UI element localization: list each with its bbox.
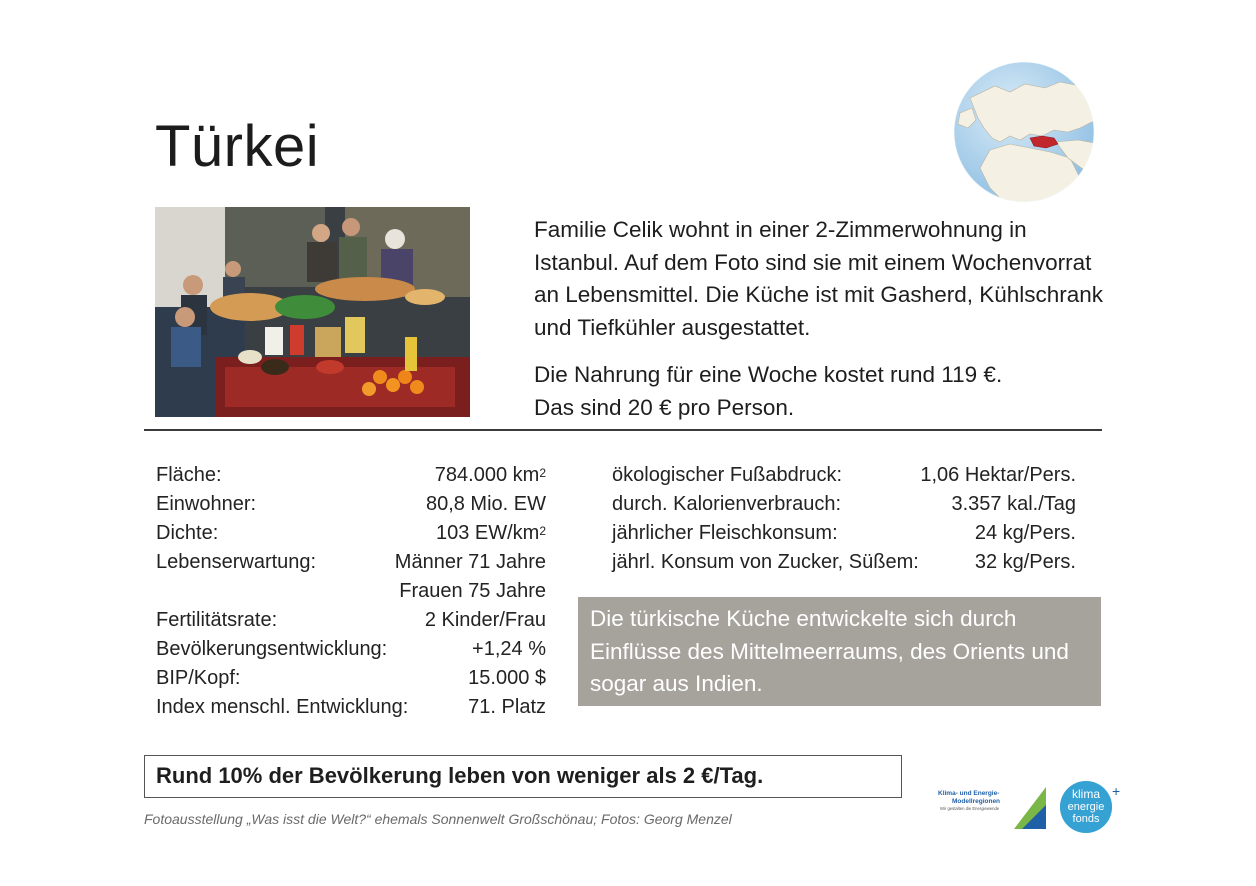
cost-line-2: Das sind 20 € pro Person. (534, 394, 795, 420)
fact-value: Männer 71 Jahre (394, 551, 546, 573)
logo-text-line3: Wir gestalten die Energiewende (940, 806, 1000, 811)
fact-value: 24 kg/Pers. (974, 522, 1076, 544)
fact-label: Index menschl. Entwicklung: (156, 696, 409, 718)
fact-row-sugar (612, 548, 1076, 577)
globe-map (950, 58, 1098, 206)
fact-value: 32 kg/Pers. (974, 551, 1076, 573)
fonds-logo-line1: klima (1071, 787, 1101, 801)
intro-description: Familie Celik wohnt in einer 2-Zimmerwohnung in Istanbul. Auf dem Foto sind sie mit einem Wochenvorrat an Lebensmittel. Die Küche ist mit Gasherd, Kühlschrank und Tiefkühler ausgestattet. (534, 217, 1104, 340)
facts-right-list (612, 461, 1076, 577)
fact-row-gdp (156, 664, 546, 693)
intro-text (534, 214, 1114, 424)
fact-row-population-growth (156, 635, 546, 664)
photo-credit-footer: Fotoausstellung „Was isst die Welt?“ ehemals Sonnenwelt Großschönau; Fotos: Georg Menzel (144, 811, 732, 827)
fonds-logo-line3: fonds (1072, 813, 1100, 825)
fact-label: jährlicher Fleischkonsum: (612, 522, 838, 544)
fact-value: 2 Kinder/Frau (424, 609, 546, 631)
facts-left-list (156, 461, 546, 722)
fact-row-life-expectancy-women (156, 577, 546, 606)
fact-value: +1,24 % (472, 638, 546, 660)
fact-label: Einwohner: (156, 493, 257, 515)
fact-label: Fläche: (156, 464, 222, 486)
fact-value: 103 $EW/km^2$ (435, 522, 546, 544)
fonds-logo-plus: + (1112, 783, 1121, 799)
fact-label: BIP/Kopf: (156, 667, 241, 689)
page-title: Türkei (155, 114, 320, 179)
fact-row-life-expectancy-men (156, 548, 546, 577)
fact-label: Dichte: (156, 522, 219, 544)
klima-energie-fonds-logo (1058, 779, 1122, 835)
divider (144, 429, 1102, 431)
fact-label: Lebenserwartung: (156, 551, 317, 573)
fact-row-density (156, 519, 546, 548)
fact-value: Frauen 75 Jahre (399, 580, 546, 602)
fact-row-calories (612, 490, 1076, 519)
fact-row-fertility (156, 606, 546, 635)
fact-label: jährl. Konsum von Zucker, Süßem: (612, 551, 919, 573)
cost-line-1: Die Nahrung für eine Woche kostet rund 119 €. (534, 362, 1003, 387)
logo-text-line1: Klima- und Energie- (938, 790, 1000, 797)
poverty-notice-box: Rund 10% der Bevölkerung leben von weniger als 2 €/Tag. (144, 755, 902, 798)
fact-value: 15.000 $ (468, 667, 546, 689)
cuisine-info-box: Die türkische Küche entwickelte sich durch Einflüsse des Mittelmeerraums, des Orients und sogar aus Indien. (578, 597, 1101, 706)
fact-row-area (156, 461, 546, 490)
logo-text-line2: Modellregionen (952, 798, 1001, 805)
fact-label: Fertilitätsrate: (156, 609, 278, 631)
fact-value: 1,06 Hektar/Pers. (920, 464, 1076, 486)
fact-label: Bevölkerungsentwicklung: (156, 638, 388, 660)
fact-row-population (156, 490, 546, 519)
fonds-logo-line2: energie (1067, 801, 1105, 813)
fact-label: ökologischer Fußabdruck: (612, 464, 843, 486)
fact-label: durch. Kalorienverbrauch: (612, 493, 842, 515)
fact-row-hdi (156, 693, 546, 722)
fact-row-meat (612, 519, 1076, 548)
fact-value: 3.357 kal./Tag (951, 493, 1076, 515)
fact-row-footprint (612, 461, 1076, 490)
fact-value: 80,8 Mio. EW (425, 493, 546, 515)
fact-value: 71. Platz (468, 696, 546, 718)
family-photo (155, 207, 470, 417)
klima-modellregionen-logo (938, 783, 1048, 831)
fact-value: 784.000 $km^2$ (434, 464, 546, 486)
